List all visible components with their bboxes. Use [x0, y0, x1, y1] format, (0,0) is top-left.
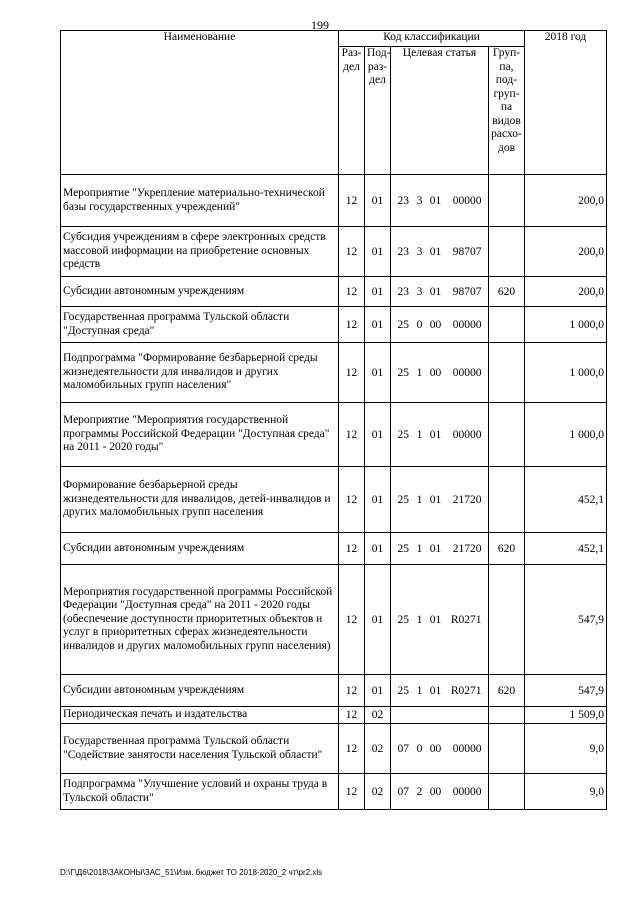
target-part-t1: 25 [397, 613, 409, 626]
target-part-t1: 23 [397, 245, 409, 258]
row-amount: 547,9 [525, 675, 607, 707]
row-amount: 9,0 [525, 724, 607, 774]
row-subsection: 02 [365, 724, 391, 774]
target-part-t2: 3 [416, 245, 423, 258]
target-part-t2: 2 [416, 785, 423, 798]
row-amount: 200,0 [525, 227, 607, 277]
table-row [61, 533, 607, 565]
target-part-t3: 01 [429, 684, 442, 697]
target-part-t3: 00 [429, 366, 442, 379]
row-name: Периодическая печать и издательства [61, 707, 339, 724]
table-row [61, 343, 607, 403]
target-part-t3: 00 [429, 785, 442, 798]
row-target-article [391, 175, 489, 227]
table-row [61, 467, 607, 533]
row-amount: 200,0 [525, 175, 607, 227]
target-part-t3: 01 [429, 613, 442, 626]
row-subsection: 01 [365, 403, 391, 467]
target-part-t2: 1 [416, 428, 423, 441]
row-target-article [391, 724, 489, 774]
row-subsection: 01 [365, 467, 391, 533]
target-part-t3: 01 [429, 542, 442, 555]
row-expense-group [489, 175, 525, 227]
table-row [61, 227, 607, 277]
row-amount: 200,0 [525, 277, 607, 307]
row-section: 12 [339, 533, 365, 565]
row-subsection: 01 [365, 307, 391, 343]
row-amount: 1 000,0 [525, 403, 607, 467]
row-expense-group [489, 467, 525, 533]
target-part-t2: 3 [416, 285, 423, 298]
table-body [61, 175, 607, 810]
row-section: 12 [339, 565, 365, 675]
header-section: Раз-дел [339, 47, 365, 175]
row-expense-group [489, 227, 525, 277]
row-amount: 1 509,0 [525, 707, 607, 724]
table-row [61, 774, 607, 810]
target-part-t4: R0271 [450, 613, 482, 626]
row-section: 12 [339, 277, 365, 307]
table-row [61, 565, 607, 675]
header-code: Код классификации [339, 31, 525, 47]
row-subsection: 01 [365, 175, 391, 227]
row-section: 12 [339, 403, 365, 467]
target-part-t2: 1 [416, 366, 423, 379]
header-target: Целевая статья [391, 47, 489, 175]
row-target-article [391, 467, 489, 533]
target-part-t4: 21720 [452, 542, 482, 555]
target-part-t2: 1 [416, 613, 423, 626]
row-target-article [391, 675, 489, 707]
page-number: 199 [311, 18, 329, 32]
header-group: Груп-па, под-груп-па видов расхо-дов [489, 47, 525, 175]
table-row [61, 724, 607, 774]
row-section: 12 [339, 227, 365, 277]
row-name: Формирование безбарьерной среды жизнедеятельности для инвалидов, детей-инвалидов и других маломобильных групп населения [61, 467, 339, 533]
row-section: 12 [339, 467, 365, 533]
target-part-t1: 25 [397, 318, 409, 331]
row-name: Субсидия учреждениям в сфере электронных средств массовой информации на приобретение основных средств [61, 227, 339, 277]
target-part-t1: 25 [397, 493, 409, 506]
table-row [61, 175, 607, 227]
row-expense-group [489, 307, 525, 343]
target-part-t2: 3 [416, 194, 423, 207]
row-target-article [391, 707, 489, 724]
row-expense-group: 620 [489, 277, 525, 307]
target-part-t1: 07 [397, 785, 409, 798]
row-name: Подпрограмма "Улучшение условий и охраны труда в Тульской области" [61, 774, 339, 810]
target-part-t1: 25 [397, 428, 409, 441]
row-section: 12 [339, 307, 365, 343]
row-target-article [391, 403, 489, 467]
target-part-t4: 98707 [452, 285, 482, 298]
row-section: 12 [339, 343, 365, 403]
target-part-t1: 07 [397, 742, 409, 755]
row-subsection: 01 [365, 227, 391, 277]
row-subsection: 01 [365, 675, 391, 707]
row-subsection: 02 [365, 774, 391, 810]
file-path-footer: D:\Г\Д6\2018\ЗАКОНЫ\ЗАС_51\Изм. бюджет ТО 2018-2020_2 чт\pr2.xls [60, 868, 323, 877]
table-row [61, 307, 607, 343]
row-target-article [391, 565, 489, 675]
row-section: 12 [339, 724, 365, 774]
target-part-t4: 00000 [452, 428, 482, 441]
row-name: Субсидии автономным учреждениям [61, 277, 339, 307]
row-name: Субсидии автономным учреждениям [61, 675, 339, 707]
target-part-t3: 01 [429, 493, 442, 506]
row-target-article [391, 533, 489, 565]
row-subsection: 01 [365, 343, 391, 403]
row-expense-group [489, 403, 525, 467]
row-amount: 1 000,0 [525, 343, 607, 403]
target-part-t4: 00000 [452, 366, 482, 379]
header-year: 2018 год [525, 31, 607, 175]
row-amount: 9,0 [525, 774, 607, 810]
row-section: 12 [339, 175, 365, 227]
target-part-t3: 01 [429, 194, 442, 207]
target-part-t3: 01 [429, 428, 442, 441]
target-part-t2: 0 [416, 318, 423, 331]
target-part-t4: R0271 [450, 684, 482, 697]
target-part-t3: 00 [429, 742, 442, 755]
target-part-t1: 23 [397, 194, 409, 207]
row-expense-group [489, 707, 525, 724]
row-amount: 452,1 [525, 533, 607, 565]
target-part-t2: 1 [416, 493, 423, 506]
row-section: 12 [339, 774, 365, 810]
row-target-article [391, 343, 489, 403]
row-expense-group [489, 565, 525, 675]
header-name: Наименование [61, 31, 339, 175]
row-target-article [391, 277, 489, 307]
header-subsection: Под-раз-дел [365, 47, 391, 175]
row-expense-group [489, 724, 525, 774]
row-subsection: 01 [365, 277, 391, 307]
target-part-t2: 1 [416, 684, 423, 697]
row-expense-group [489, 343, 525, 403]
table-row [61, 707, 607, 724]
target-part-t4: 00000 [452, 194, 482, 207]
target-part-t1: 25 [397, 366, 409, 379]
row-name: Подпрограмма "Формирование безбарьерной среды жизнедеятельности для инвалидов и других маломобильных групп населения" [61, 343, 339, 403]
row-amount: 452,1 [525, 467, 607, 533]
row-name: Субсидии автономным учреждениям [61, 533, 339, 565]
target-part-t1: 25 [397, 542, 409, 555]
row-expense-group: 620 [489, 675, 525, 707]
row-target-article [391, 227, 489, 277]
budget-table [60, 30, 607, 810]
target-part-t4: 00000 [452, 785, 482, 798]
row-amount: 547,9 [525, 565, 607, 675]
row-name: Мероприятие "Укрепление материально-технической базы государственных учреждений" [61, 175, 339, 227]
target-part-t4: 00000 [452, 742, 482, 755]
table-row [61, 403, 607, 467]
row-target-article [391, 774, 489, 810]
target-part-t1: 25 [397, 684, 409, 697]
row-name: Мероприятие "Мероприятия государственной программы Российской Федерации "Доступная среда" на 2011 - 2020 годы" [61, 403, 339, 467]
row-name: Государственная программа Тульской области "Содействие занятости населения Тульской области" [61, 724, 339, 774]
table-row [61, 675, 607, 707]
target-part-t4: 98707 [452, 245, 482, 258]
target-part-t3: 01 [429, 285, 442, 298]
row-subsection: 01 [365, 533, 391, 565]
row-name: Государственная программа Тульской области "Доступная среда" [61, 307, 339, 343]
row-subsection: 02 [365, 707, 391, 724]
target-part-t4: 00000 [452, 318, 482, 331]
target-part-t2: 0 [416, 742, 423, 755]
table-row [61, 277, 607, 307]
row-expense-group [489, 774, 525, 810]
row-section: 12 [339, 675, 365, 707]
target-part-t3: 00 [429, 318, 442, 331]
target-part-t2: 1 [416, 542, 423, 555]
row-subsection: 01 [365, 565, 391, 675]
target-part-t1: 23 [397, 285, 409, 298]
row-amount: 1 000,0 [525, 307, 607, 343]
target-part-t4: 21720 [452, 493, 482, 506]
row-section: 12 [339, 707, 365, 724]
row-target-article [391, 307, 489, 343]
row-expense-group: 620 [489, 533, 525, 565]
target-part-t3: 01 [429, 245, 442, 258]
row-name: Мероприятия государственной программы Российской Федерации "Доступная среда" на 2011 - 2020 годы (обеспечение доступности приоритетных объектов и услуг в приоритетных сферах жизнедеятельности инвалидов и других маломобильных групп населения) [61, 565, 339, 675]
